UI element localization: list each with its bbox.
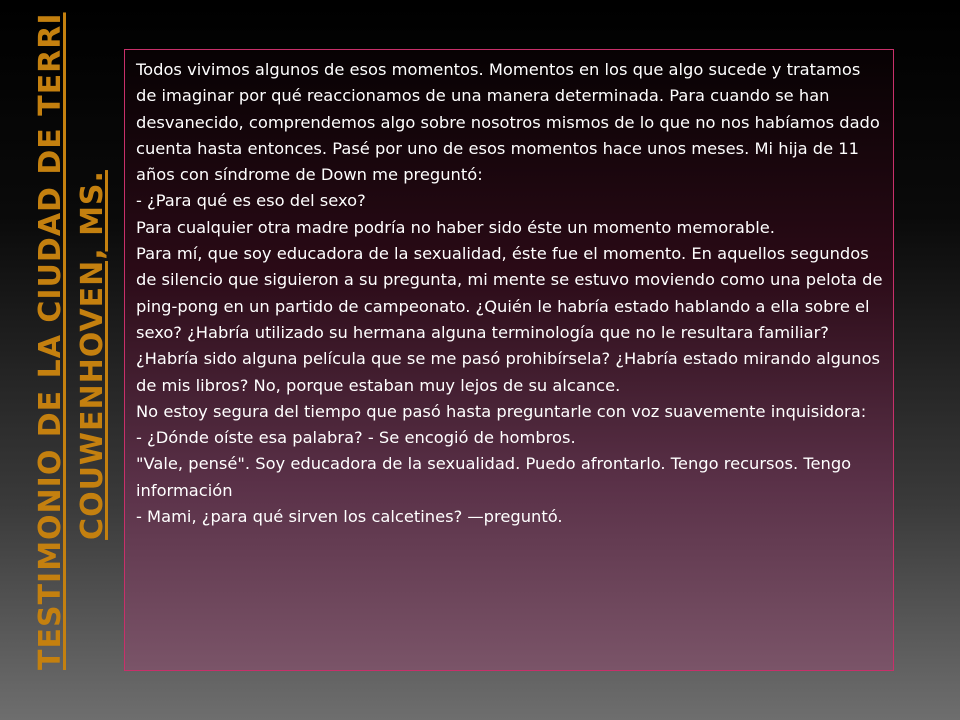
paragraph: No estoy segura del tiempo que pasó hasta preguntarle con voz suavemente inquisidora:: [136, 401, 867, 421]
slide-title-line-2: COUWENHOVEN, MS.: [75, 170, 110, 540]
paragraph: "Vale, pensé". Soy educadora de la sexualidad. Puedo afrontarlo. Tengo recursos. Tengo información: [136, 454, 852, 500]
slide-title-text: [30, 12, 120, 670]
paragraph: Para cualquier otra madre podría no haber sido éste un momento memorable.: [136, 217, 775, 237]
slide-title-line-1: TESTIMONIO DE LA CIUDAD DE TERRI: [33, 12, 68, 670]
paragraph: - ¿Para qué es eso del sexo?: [136, 191, 366, 211]
testimony-text-box: [124, 49, 894, 671]
slide-title: [30, 12, 120, 670]
paragraph: Todos vivimos algunos de esos momentos. Momentos en los que algo sucede y tratamos de imaginar por qué reaccionamos de una manera determinada. Para cuando se han desvanecido, comprendemos algo sobre nosotros mismos de lo que no nos habíamos dado cuenta hasta entonces. Pasé por uno de esos momentos hace unos meses. Mi hija de 11 años con síndrome de Down me preguntó:: [136, 60, 880, 185]
paragraph: Para mí, que soy educadora de la sexualidad, éste fue el momento. En aquellos segundos de silencio que siguieron a su pregunta, mi mente se estuvo moviendo como una pelota de ping-pong en un partido de campeonato. ¿Quién le habría estado hablando a ella sobre el sexo? ¿Habría utilizado su hermana alguna terminología que no le resultara familiar? ¿Habría sido alguna película que se me pasó prohibírsela? ¿Habría estado mirando algunos de mis libros? No, porque estaban muy lejos de su alcance.: [136, 244, 883, 395]
paragraph: - Mami, ¿para qué sirven los calcetines? —preguntó.: [136, 507, 563, 527]
paragraph: - ¿Dónde oíste esa palabra? - Se encogió de hombros.: [136, 428, 576, 448]
